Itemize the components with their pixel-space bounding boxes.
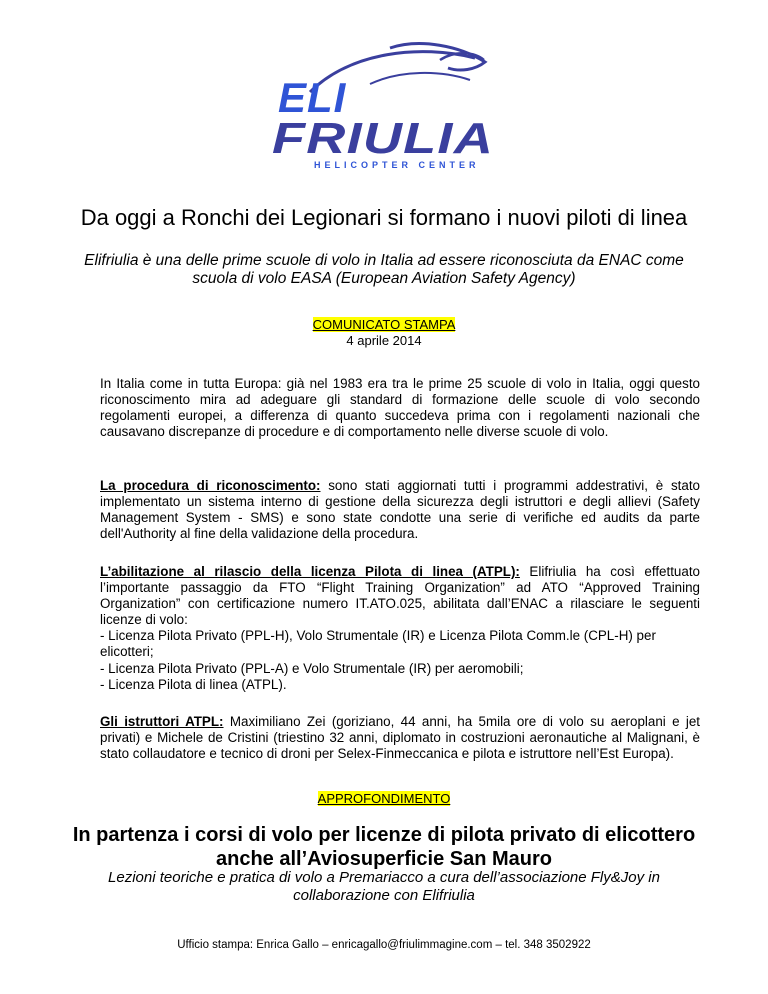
helicopter-logo-icon (270, 40, 500, 172)
main-title: Da oggi a Ronchi dei Legionari si formano i nuovi piloti di linea (80, 205, 688, 230)
abilitazione-text: Elifriulia ha così effettuato l’importante passaggio da FTO “Flight Training Organization” ad ATO “Approved Training Organization” con certificazione numero IT.ATO.025, abilitata dall’ENAC a rilasciare le seguenti licenze di volo: (100, 564, 700, 628)
svg-text:FRIULIA: FRIULIA (272, 114, 494, 163)
licence-item: - Licenza Pilota Privato (PPL-A) e Volo Strumentale (IR) per aeromobili; (100, 660, 524, 676)
main-subtitle: Elifriulia è una delle prime scuole di volo in Italia ad essere riconosciuta da ENAC come scuola di volo EASA (European Aviation Safety Agency) (84, 252, 684, 287)
second-title: In partenza i corsi di volo per licenze di pilota privato di elicottero anche all’Aviosuperficie San Mauro (72, 824, 696, 870)
approfondimento-label-row (0, 791, 768, 807)
istruttori-text: Maximiliano Zei (goriziano, 44 anni, ha 5mila ore di volo su aeroplani e jet privati) e Michele de Cristini (triestino 32 anni, diplomato in costruzioni aeronautiche al Malignani, è stato collaudatore e tecnico di droni per Selex-Finmeccanica e pilota e istruttore nell’Est Europa). (100, 714, 701, 762)
procedura-text: sono stati aggiornati tutti i programmi addestrativi, è stato implementato un sistema interno di gestione della sicurezza degli istruttori e degli allievi (Safety Management System - SMS) e sono state condotte una serie di verifiche ed audits da parte dell'Authority al fine della validazione della procedura. (100, 478, 700, 542)
second-subtitle: Lezioni teoriche e pratica di volo a Premariacco a cura dell’associazione Fly&Joy in collaborazione con Elifriulia (108, 869, 660, 904)
approfondimento-label: APPROFONDIMENTO (317, 791, 451, 806)
licence-item: - Licenza Pilota di linea (ATPL). (100, 676, 287, 692)
elifriulia-logo (270, 40, 500, 172)
procedura-paragraph (100, 478, 700, 542)
svg-text:ELI: ELI (278, 74, 347, 121)
svg-text:HELICOPTER CENTER: HELICOPTER CENTER (314, 160, 480, 170)
press-release-label-row (0, 317, 768, 333)
licence-item: - Licenza Pilota Privato (PPL-H), Volo Strumentale (IR) e Licenza Pilota Comm.le (CPL-H) per elicotteri; (100, 628, 656, 660)
istruttori-paragraph (100, 714, 700, 762)
release-date: 4 aprile 2014 (346, 333, 422, 348)
press-office-footer: Ufficio stampa: Enrica Gallo – enricagallo@friulimmagine.com – tel. 348 3502922 (177, 939, 591, 951)
intro-paragraph: In Italia come in tutta Europa: già nel 1983 era tra le prime 25 scuole di volo in Italia, oggi questo riconoscimento mira ad adeguare gli standard di formazione delle scuole di volo secondo regolamenti europei, a differenza di quanto succedeva prima con i regolamenti nazionali che causavano discrepanze di procedure e di comportamento nelle diverse scuole di volo. (100, 376, 700, 440)
press-release-label: COMUNICATO STAMPA (312, 317, 456, 332)
istruttori-heading: Gli istruttori ATPL: (100, 714, 224, 729)
procedura-heading: La procedura di riconoscimento: (100, 478, 321, 493)
abilitazione-heading: L’abilitazione al rilascio della licenza Pilota di linea (ATPL): (100, 564, 520, 579)
abilitazione-paragraph (100, 564, 700, 693)
